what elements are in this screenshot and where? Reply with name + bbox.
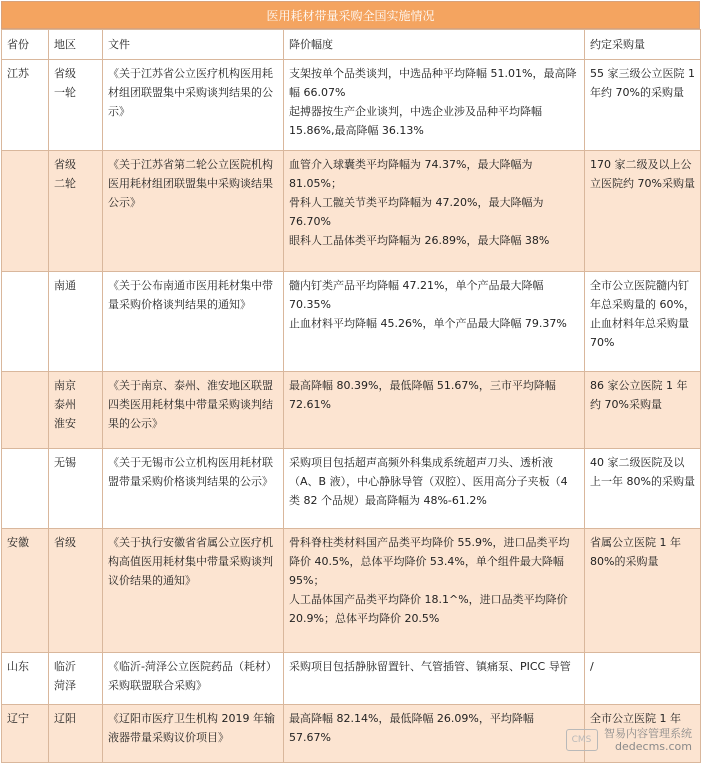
table-row [2,653,701,705]
reduction-line: 最高降幅 82.14%，最低降幅 26.09%，平均降幅 57.67% [289,712,534,744]
table-row [2,529,701,653]
reduction-line: 支架按单个品类谈判，中选品种平均降幅 51.01%，最高降幅 66.07% [289,67,577,99]
cell-file: 《关于公布南通市医用耗材集中带量采购价格谈判结果的通知》 [103,272,284,372]
cell-file: 《关于南京、泰州、淮安地区联盟四类医用耗材集中带量采购谈判结果的公示》 [103,372,284,449]
watermark [566,727,693,753]
reduction-line: 骨科脊柱类材料国产品类平均降价 55.9%，进口品类平均降价 40.5%，总体平均降价 53.4%，单个组件最大降幅 95%； [289,536,570,587]
cell-region: 南京 泰州 淮安 [49,372,103,449]
reduction-line: 骨科人工髋关节类平均降幅为 47.20%，最大降幅为 76.70% [289,196,544,228]
table-body [2,60,701,763]
cell-region: 辽阳 [49,705,103,763]
cell-volume: 全市公立医院 1 年 [585,705,701,763]
cell-province [2,151,49,272]
reduction-line: 血管介入球囊类平均降幅为 74.37%，最大降幅为 81.05%； [289,158,533,190]
cell-reduction [284,60,585,151]
cell-region: 临沂 菏泽 [49,653,103,705]
header-region: 地区 [49,30,103,60]
watermark-line1: 智易内容管理系统 [604,727,692,740]
cell-region: 省级 [49,529,103,653]
procurement-table [1,29,701,763]
cell-reduction [284,372,585,449]
cell-file: 《关于执行安徽省省属公立医疗机构高值医用耗材集中带量采购谈判议价结果的通知》 [103,529,284,653]
cell-file: 《辽阳市医疗卫生机构 2019 年输液器带量采购议价项目》 [103,705,284,763]
cell-volume: / [585,653,701,705]
reduction-line: 采购项目包括静脉留置针、气管插管、镇痛泵、PICC 导管 [289,660,571,673]
reduction-line: 止血材料平均降幅 45.26%，单个产品最大降幅 79.37% [289,317,567,330]
cell-volume: 全市公立医院髓内钉年总采购量的 60%，止血材料年总采购量 70% [585,272,701,372]
cell-reduction [284,151,585,272]
cell-province [2,272,49,372]
cell-volume: 40 家二级医院及以上一年 80%的采购量 [585,449,701,529]
reduction-line: 采购项目包括超声高频外科集成系统超声刀头、透析液（A、B 液），中心静脉导管（双腔）、医用高分子夹板（4 类 82 个品规）最高降幅为 48%-61.2% [289,456,568,507]
header-file: 文件 [103,30,284,60]
cell-province: 江苏 [2,60,49,151]
watermark-line2: dedecms.com [615,740,692,753]
header-reduction: 降价幅度 [284,30,585,60]
cell-reduction [284,272,585,372]
table-row [2,372,701,449]
reduction-line: 髓内钉类产品平均降幅 47.21%，单个产品最大降幅 70.35% [289,279,544,311]
cell-region: 南通 [49,272,103,372]
cell-reduction [284,529,585,653]
cell-volume: 55 家三级公立医院 1 年约 70%的采购量 [585,60,701,151]
cell-province: 辽宁 [2,705,49,763]
reduction-line: 最高降幅 80.39%，最低降幅 51.67%，三市平均降幅 72.61% [289,379,556,411]
watermark-logo-icon: CMS [566,729,598,751]
cell-volume: 170 家二级及以上公立医院约 70%采购量 [585,151,701,272]
cell-file: 《临沂-菏泽公立医院药品（耗材）采购联盟联合采购》 [103,653,284,705]
cell-reduction [284,705,585,763]
header-province: 省份 [2,30,49,60]
cell-file: 《关于江苏省公立医疗机构医用耗材组团联盟集中采购谈判结果的公示》 [103,60,284,151]
table-row [2,449,701,529]
table-title: 医用耗材带量采购全国实施情况 [1,1,700,29]
table-row [2,60,701,151]
header-volume: 约定采购量 [585,30,701,60]
cell-region: 省级 一轮 [49,60,103,151]
cell-province [2,372,49,449]
reduction-line: 眼科人工晶体类平均降幅为 26.89%，最大降幅 38% [289,234,550,247]
cell-reduction [284,449,585,529]
cell-province: 安徽 [2,529,49,653]
cell-volume: 省属公立医院 1 年 80%的采购量 [585,529,701,653]
cell-volume: 86 家公立医院 1 年约 70%采购量 [585,372,701,449]
table-row [2,272,701,372]
cell-region: 省级 二轮 [49,151,103,272]
table-container [1,1,700,763]
cell-file: 《关于江苏省第二轮公立医院机构医用耗材组团联盟集中采购谈结果公示》 [103,151,284,272]
cell-province [2,449,49,529]
cell-reduction [284,653,585,705]
table-row [2,151,701,272]
reduction-line: 起搏器按生产企业谈判，中选企业涉及品种平均降幅 15.86%,最高降幅 36.13% [289,105,542,137]
cell-file: 《关于无锡市公立机构医用耗材联盟带量采购价格谈判结果的公示》 [103,449,284,529]
header-row [2,30,701,60]
reduction-line: 人工晶体国产品类平均降价 18.1^%，进口品类平均降价 20.9%；总体平均降价 20.5% [289,593,568,625]
cell-province: 山东 [2,653,49,705]
cell-region: 无锡 [49,449,103,529]
